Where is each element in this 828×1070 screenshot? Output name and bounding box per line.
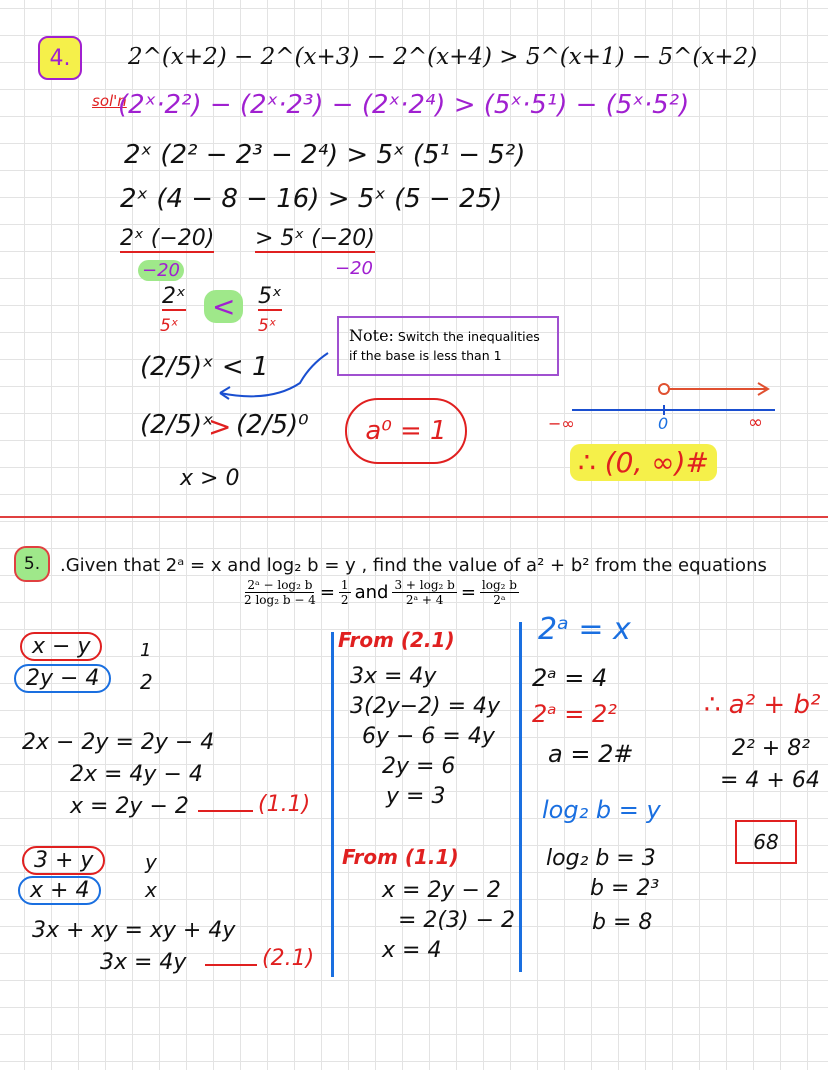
numberline-zero: 0 xyxy=(658,414,669,433)
problem-4-number xyxy=(38,36,82,80)
tag-line xyxy=(205,964,257,966)
eq2-numerator: 3 + log₂ b xyxy=(394,578,455,592)
step-switched-left: (2/5)ˣ xyxy=(140,410,214,440)
final-answer-value: 68 xyxy=(753,830,779,854)
step-3: 2ˣ (4 − 8 − 16) > 5ˣ (5 − 25) xyxy=(120,184,503,214)
eq2-denominator: 2ᵃ + 4 xyxy=(405,593,444,607)
col1-line3: x = 2y − 2 xyxy=(70,794,189,819)
ratio-right-numerator: 5ˣ xyxy=(258,284,282,309)
step-switched-sign: > xyxy=(208,410,232,443)
column-divider xyxy=(519,622,522,972)
col1-fraction1-rhs-denominator: 2 xyxy=(140,670,153,694)
col1-fraction1-denominator: 2y − 4 xyxy=(14,664,111,693)
divide-left-denominator: −20 xyxy=(138,260,184,281)
col2-line: 2y = 6 xyxy=(382,754,456,779)
col1-line4: 3x + xy = xy + 4y xyxy=(32,918,236,943)
ratio-right-denominator: 5ˣ xyxy=(258,316,277,336)
col2-line: 3(2y−2) = 4y xyxy=(350,694,501,719)
eq2-rhs-numerator: log₂ b xyxy=(481,578,517,592)
col2-heading-2: From (1.1) xyxy=(342,845,459,869)
eq1-rhs-numerator: 1 xyxy=(340,578,349,592)
col2-line: = 2(3) − 2 xyxy=(398,908,516,933)
ratio-left-numerator: 2ˣ xyxy=(162,284,186,309)
ratio-sign: < xyxy=(204,290,243,323)
step-2: 2ˣ (2² − 2³ − 2⁴) > 5ˣ (5¹ − 5²) xyxy=(124,140,526,170)
col2-line: x = 4 xyxy=(382,938,442,963)
divide-right-numerator: > 5ˣ (−20) xyxy=(255,226,375,251)
problem-5-number xyxy=(14,546,50,582)
divide-left-numerator: 2ˣ (−20) xyxy=(120,226,215,251)
col1-line2: 2x = 4y − 4 xyxy=(70,762,203,787)
arrow-to-note-icon xyxy=(210,345,340,405)
cloud-text: a⁰ = 1 xyxy=(365,416,447,446)
note-text: Switch the inequalities if the base is less than 1 xyxy=(349,329,540,363)
numberline-left: −∞ xyxy=(548,414,575,433)
col1-fraction2-numerator: 3 + y xyxy=(22,846,105,875)
col1-line1: 2x − 2y = 2y − 4 xyxy=(22,730,215,755)
problem-number-text: 4. xyxy=(49,45,71,71)
column-divider xyxy=(331,632,334,977)
note-box xyxy=(337,316,559,376)
col1-line5: 3x = 4y xyxy=(100,950,187,975)
col3-line5: log₂ b = y xyxy=(542,796,661,824)
numberline-right: ∞ xyxy=(748,412,763,433)
solution-label: sol'n xyxy=(92,92,127,110)
col2-line: x = 2y − 2 xyxy=(382,878,501,903)
col4-line1: ∴ a² + b² xyxy=(704,690,821,720)
ratio-left-denominator: 5ˣ xyxy=(160,316,179,336)
eq2-rhs-denominator: 2ᵃ xyxy=(493,593,506,607)
step-1: (2ˣ·2²) − (2ˣ·2³) − (2ˣ·2⁴) > (5ˣ·5¹) − (5ˣ·5²) xyxy=(118,90,690,120)
step-power: (2/5)ˣ < 1 xyxy=(140,352,269,382)
problem-number-text: 5. xyxy=(23,554,41,574)
and-text: and xyxy=(354,582,389,603)
cloud-identity xyxy=(345,398,467,464)
section-divider xyxy=(0,516,828,518)
col2-heading-1: From (2.1) xyxy=(338,628,455,652)
equation-tag-1-1: (1.1) xyxy=(258,792,311,817)
col4-line3: = 4 + 64 xyxy=(720,768,820,793)
result: x > 0 xyxy=(180,466,240,491)
col3-line2: 2ᵃ = 4 xyxy=(532,664,608,692)
eq1-rhs-denominator: 2 xyxy=(340,593,349,607)
tag-line xyxy=(198,810,253,812)
equation-tag-2-1: (2.1) xyxy=(262,946,315,971)
col2-block-1 xyxy=(350,662,500,812)
col3-line7: b = 2³ xyxy=(590,876,660,901)
final-answer-4: ∴ (0, ∞)# xyxy=(570,444,717,481)
col1-fraction1-numerator: x − y xyxy=(20,632,102,661)
col1-fraction1-rhs-numerator: 1 xyxy=(140,640,152,661)
problem-5-equations: $\frac{\text{2ᵃ − log₂ b}}{\text{2 log₂ b − 4}}$ = $\frac{1}{2}$ and $\frac{\text{3 + log₂ b}}{\text{2ᵃ + 4}}$ = $\frac{\text{log₂ b}}{\text{2ᵃ}}$ xyxy=(244,578,517,607)
col2-line: 6y − 6 = 4y xyxy=(362,724,495,749)
final-answer-5 xyxy=(735,820,797,864)
col2-line: 3x = 4y xyxy=(350,664,437,689)
col3-line1: 2ᵃ = x xyxy=(538,612,631,647)
divide-right-denominator: −20 xyxy=(335,258,373,279)
problem-4-inequality: 2^(x+2) − 2^(x+3) − 2^(x+4) > 5^(x+1) − 5^(x+2) xyxy=(128,44,758,70)
col1-fraction2-rhs-numerator: y xyxy=(145,850,157,874)
note-title: Note: xyxy=(349,326,394,345)
col2-line: y = 3 xyxy=(386,784,446,809)
col3-line3: 2ᵃ = 2² xyxy=(532,700,617,728)
col2-block-2 xyxy=(382,876,515,966)
problem-5-statement: .Given that 2ᵃ = x and log₂ b = y , find the value of a² + b² from the equations xyxy=(60,555,767,576)
col1-fraction2-rhs-denominator: x xyxy=(145,878,157,902)
col3-line6: log₂ b = 3 xyxy=(546,846,656,871)
eq1-numerator: 2ᵃ − log₂ b xyxy=(247,578,313,592)
col3-line8: b = 8 xyxy=(592,910,653,935)
col3-line4: a = 2# xyxy=(548,740,634,768)
open-circle-icon xyxy=(659,384,669,394)
eq1-denominator: 2 log₂ b − 4 xyxy=(244,593,316,607)
col1-fraction2-denominator: x + 4 xyxy=(18,876,101,905)
step-switched-right: (2/5)⁰ xyxy=(236,410,309,440)
col4-line2: 2² + 8² xyxy=(732,736,811,761)
